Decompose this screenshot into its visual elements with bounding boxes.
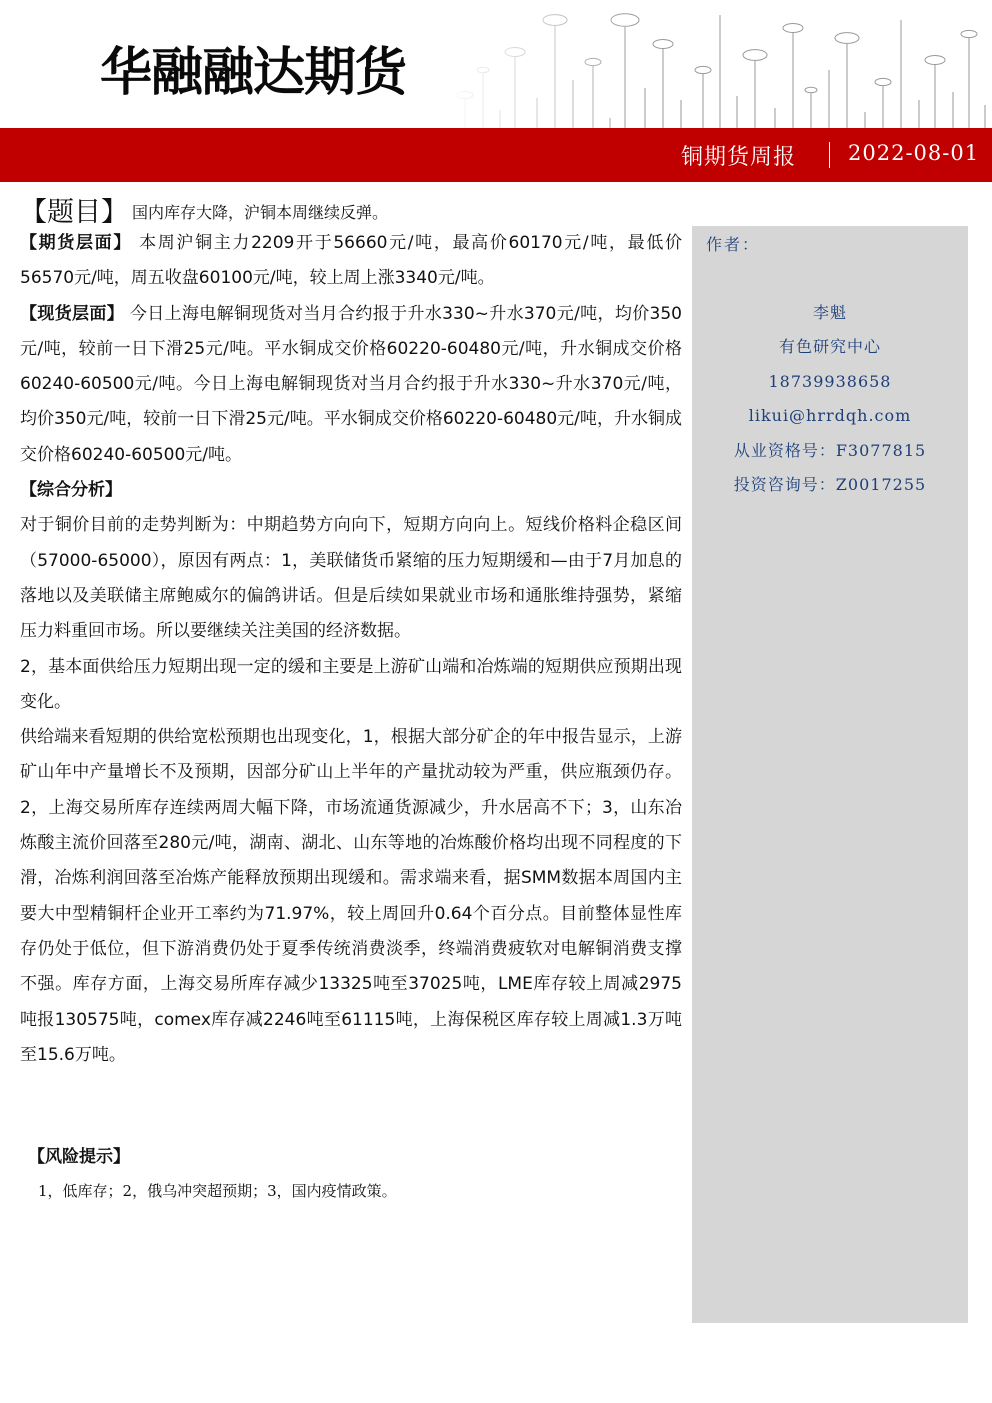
futures-text: 本周沪铜主力2209开于56660元/吨，最高价60170元/吨，最低价56570元/吨，周五收盘60100元/吨，较上周上涨3340元/吨。 — [20, 233, 682, 289]
futures-label: 【期货层面】 — [20, 233, 133, 253]
futures-section — [20, 226, 682, 297]
analysis-paragraph: 对于铜价目前的走势判断为：中期趋势方向向下，短期方向向上。短线价格料企稳区间（57000-65000），原因有两点：1，美联储货币紧缩的压力短期缓和—由于7月加息的落地以及美联储主席鲍威尔的偏鸽讲话。但是后续如果就业市场和通胀维持强势，紧缩压力料重回市场。所以要继续关注美国的经济数据。 — [20, 515, 682, 642]
author-email[interactable]: likui@hrrdqh.com — [748, 406, 912, 426]
spot-label: 【现货层面】 — [20, 303, 125, 324]
report-date: 2022-08-01 — [848, 141, 980, 165]
header-red-bar — [0, 128, 992, 182]
report-title: 铜期货周报 — [680, 145, 796, 170]
title-separator — [829, 142, 830, 168]
analysis-label: 【综合分析】 — [20, 480, 122, 501]
analysis-paragraph: 2，基本面供给压力短期出现一定的缓和主要是上游矿山端和冶炼端的短期供应预期出现变化。 — [20, 656, 682, 712]
author-phone: 18739938658 — [768, 371, 892, 391]
topic-line — [20, 190, 388, 229]
main-content — [20, 226, 682, 1073]
analysis-paragraph: 供给端来看短期的供给宽松预期也出现变化，1，根据大部分矿企的年中报告显示，上游矿山年中产量增长不及预期，因部分矿山上半年的产量扰动较为严重，供应瓶颈仍存。2，上海交易所库存连续两周大幅下降，市场流通货源减少，升水居高不下；3，山东冶炼酸主流价回落至280元/吨，湖南、湖北、山东等地的冶炼酸价格均出现不同程度的下滑，冶炼利润回落至冶炼产能释放预期出现缓和。需求端来看，据SMM数据本周国内主要大中型精铜杆企业开工率约为71.97%，较上周回升0.64个百分点。目前整体显性库存仍处于低位，但下游消费仍处于夏季传统消费淡季，终端消费疲软对电解铜消费支撑不强。库存方面，上海交易所库存减少13325吨至37025吨，LME库存较上周减2975吨报130575吨，comex库存减2246吨至61115吨，上海保税区库存较上周减1.3万吨至15.6万吨。 — [20, 727, 682, 1065]
risk-label: 【风险提示】 — [28, 1147, 130, 1167]
author-consult-number: 投资咨询号：Z0017255 — [733, 474, 927, 494]
author-qualification: 从业资格号：F3077815 — [733, 440, 927, 460]
topic-text: 国内库存大降，沪铜本周继续反弹。 — [132, 203, 389, 222]
risk-text: 1，低库存；2，俄乌冲突超预期；3，国内疫情政策。 — [38, 1182, 397, 1200]
company-logo-text: 华融融达期货 — [100, 43, 407, 103]
topic-label: 【题目】 — [20, 197, 128, 228]
spot-section — [20, 297, 682, 473]
author-department: 有色研究中心 — [778, 337, 881, 357]
analysis-heading — [20, 473, 682, 508]
spot-text: 今日上海电解铜现货对当月合约报于升水330~升水370元/吨，均价350元/吨，较前一日下滑25元/吨。平水铜成交价格60220-60480元/吨，升水铜成交价格60240-60500元/吨。今日上海电解铜现货对当月合约报于升水330~升水370元/吨，均价350元/吨，较前一日下滑25元/吨。平水铜成交价格60220-60480元/吨，升水铜成交价格60240-60500元/吨。 — [20, 303, 683, 465]
author-sidebar — [692, 226, 968, 1323]
author-name: 李魁 — [812, 303, 847, 322]
author-label: 作者： — [706, 235, 761, 254]
author-info — [692, 296, 968, 502]
header-decoration — [445, 0, 992, 128]
